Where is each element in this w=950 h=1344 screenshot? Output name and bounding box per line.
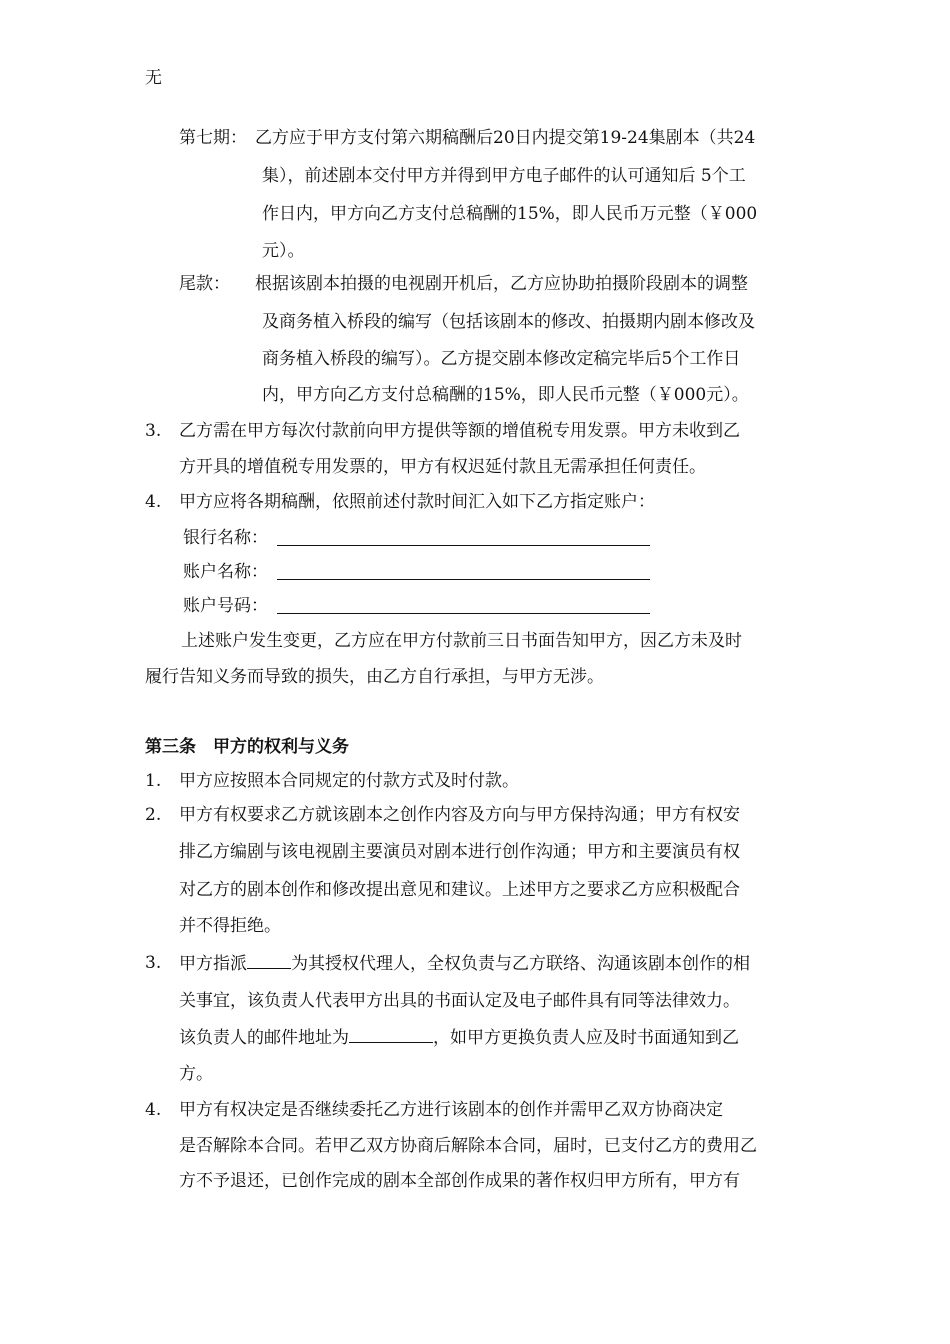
period7-label: 第七期： (179, 128, 247, 148)
top-fragment: 无 (145, 68, 162, 88)
article3-item4-line: 是否解除本合同。若甲乙双方协商后解除本合同，届时，已支付乙方的费用乙 (179, 1136, 757, 1156)
period7-line: 作日内，甲方向乙方支付总稿酬的15%，即人民币万元整（￥000 (262, 204, 758, 224)
article3-item2-line: 排乙方编剧与该电视剧主要演员对剧本进行创作沟通；甲方和主要演员有权 (179, 842, 740, 862)
article3-item-number: 4. (145, 1100, 162, 1120)
final-payment-label: 尾款： (179, 274, 230, 294)
period7-line: 元）。 (262, 241, 305, 261)
account-number-label: 账户号码： (183, 596, 268, 616)
article3-item4-line: 方不予退还，已创作完成的剧本全部创作成果的著作权归甲方所有，甲方有 (179, 1171, 740, 1191)
article3-item-number: 2. (145, 805, 162, 825)
article3-item2-line: 对乙方的剧本创作和修改提出意见和建议。上述甲方之要求乙方应积极配合 (179, 880, 740, 900)
account-name-blank (277, 579, 650, 580)
bank-name-label: 银行名称： (183, 528, 268, 548)
item4-text: 甲方应将各期稿酬，依照前述付款时间汇入如下乙方指定账户： (179, 492, 655, 512)
article3-item3-line1 (179, 952, 750, 975)
account-notice-line: 上述账户发生变更，乙方应在甲方付款前三日书面告知甲方，因乙方未及时 (181, 631, 742, 651)
email-text-before-blank: 该负责人的邮件地址为 (179, 1028, 349, 1048)
article3-item-number: 3. (145, 953, 162, 973)
article3-item3-line3 (179, 1026, 739, 1049)
article3-item4-line: 甲方有权决定是否继续委托乙方进行该剧本的创作并需甲乙双方协商决定 (179, 1100, 723, 1120)
article3-item1-line: 甲方应按照本合同规定的付款方式及时付款。 (179, 771, 519, 791)
account-notice-line: 履行告知义务而导致的损失，由乙方自行承担，与甲方无涉。 (145, 667, 604, 687)
final-payment-line: 商务植入桥段的编写）。乙方提交剧本修改定稿完毕后5个工作日 (262, 349, 741, 369)
article3-item2-line: 甲方有权要求乙方就该剧本之创作内容及方向与甲方保持沟通；甲方有权安 (179, 805, 740, 825)
period7-line: 集），前述剧本交付甲方并得到甲方电子邮件的认可通知后 5个工 (262, 166, 746, 186)
article3-item-number: 1. (145, 771, 162, 791)
email-address-blank (349, 1026, 433, 1043)
item3-text-before-blank: 甲方指派 (179, 954, 247, 974)
item3-text-after-blank: 为其授权代理人，全权负责与乙方联络、沟通该剧本创作的相 (291, 954, 750, 974)
article3-item2-line: 并不得拒绝。 (179, 916, 281, 936)
item3-line: 乙方需在甲方每次付款前向甲方提供等额的增值税专用发票。甲方未收到乙 (179, 421, 740, 441)
item3-number: 3. (145, 421, 162, 441)
email-text-after-blank: ，如甲方更换负责人应及时书面通知到乙 (433, 1028, 739, 1048)
period7-line: 乙方应于甲方支付第六期稿酬后20日内提交第19-24集剧本（共24 (255, 128, 756, 148)
final-payment-line: 及商务植入桥段的编写（包括该剧本的修改、拍摄期内剧本修改及 (262, 312, 755, 332)
item4-number: 4. (145, 492, 162, 512)
account-number-blank (277, 613, 650, 614)
final-payment-line: 内，甲方向乙方支付总稿酬的15%，即人民币元整（￥000元）。 (262, 385, 749, 405)
article3-item3-line2: 关事宜，该负责人代表甲方出具的书面认定及电子邮件具有同等法律效力。 (179, 991, 740, 1011)
article3-item3-line4: 方。 (179, 1064, 213, 1084)
final-payment-line: 根据该剧本拍摄的电视剧开机后，乙方应协助拍摄阶段剧本的调整 (255, 274, 748, 294)
account-name-label: 账户名称： (183, 562, 268, 582)
bank-name-blank (277, 545, 650, 546)
item3-line: 方开具的增值税专用发票的，甲方有权迟延付款且无需承担任何责任。 (179, 457, 706, 477)
agent-name-blank (247, 952, 291, 969)
article3-title: 第三条 甲方的权利与义务 (145, 737, 349, 757)
